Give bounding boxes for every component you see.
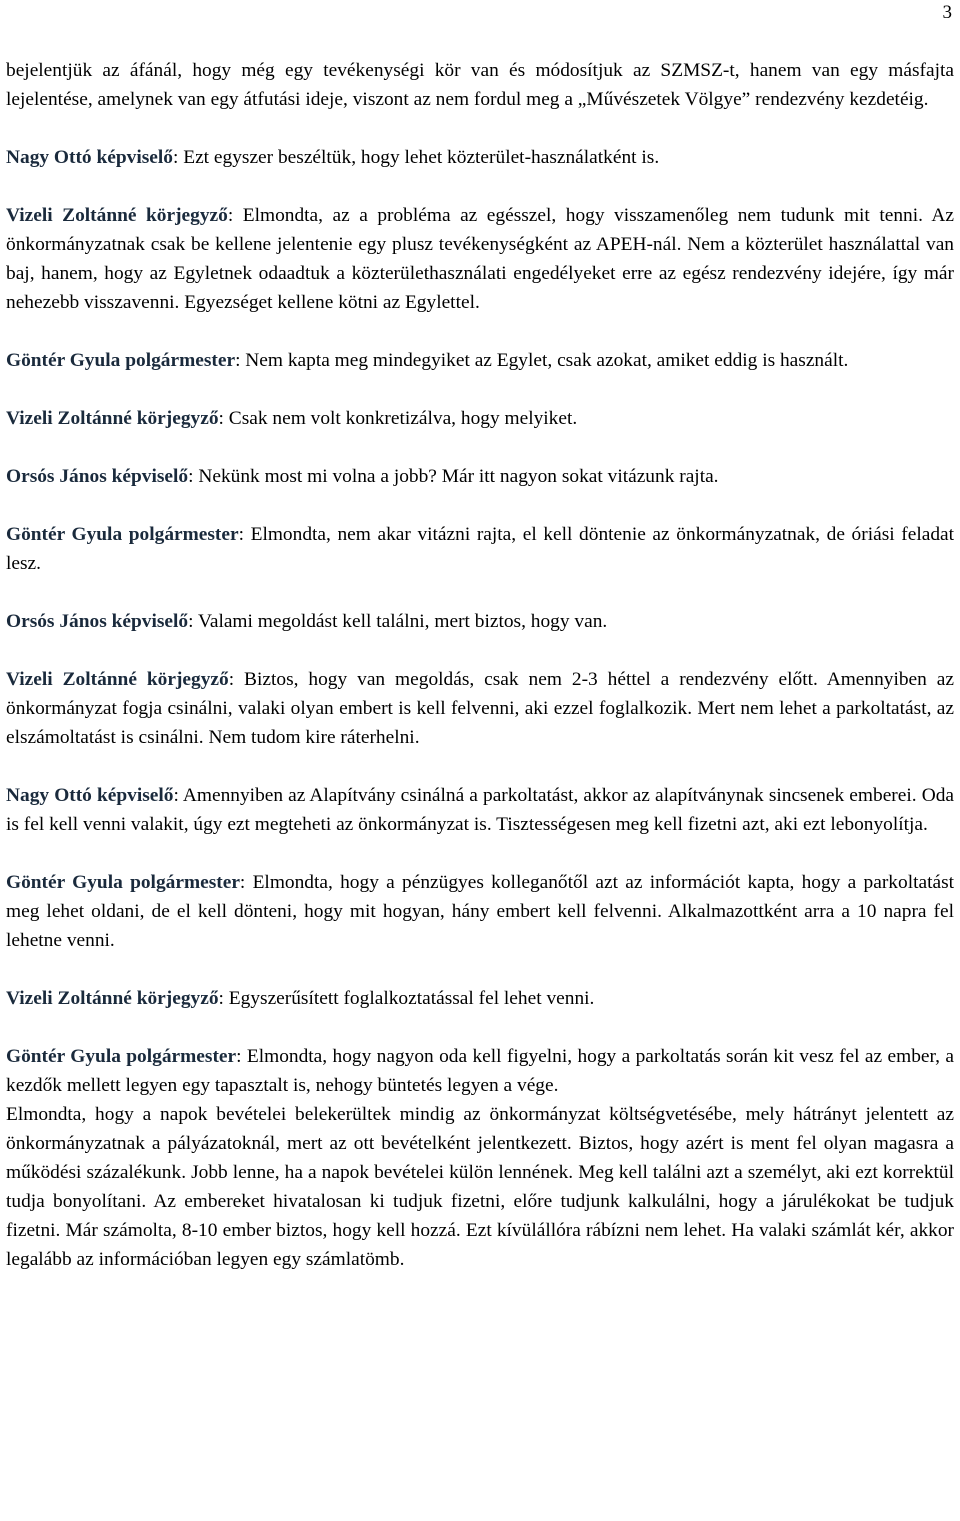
paragraph-3 [6, 201, 954, 317]
speaker-name: Göntér Gyula polgármester [6, 1046, 237, 1067]
paragraph-2 [6, 143, 954, 172]
paragraph-1 [6, 56, 954, 114]
speaker-name: Göntér Gyula polgármester [6, 524, 239, 545]
paragraph-9 [6, 665, 954, 752]
speaker-name: Nagy Ottó képviselő [6, 785, 174, 806]
speaker-name: Orsós János képviselő [6, 466, 189, 487]
paragraph-text: : Nekünk most mi volna a jobb? Már itt nagyon sokat vitázunk rajta. [188, 466, 719, 487]
speaker-name: Vizeli Zoltánné körjegyző [6, 205, 228, 226]
paragraph-8 [6, 607, 954, 636]
paragraph-13 [6, 1042, 954, 1100]
speaker-name: Göntér Gyula polgármester [6, 350, 236, 371]
paragraph-5 [6, 404, 954, 433]
paragraph-text: : Ezt egyszer beszéltük, hogy lehet közterület-használatként is. [172, 147, 660, 168]
paragraph-text: : Biztos, hogy van megoldás, csak nem 2-3 héttel a rendezvény előtt. Amennyiben az önkormányzat fogja csinálni, valaki olyan embert is kell felvenni, aki ezzel foglalkozik. Mert nem lehet a parkoltatást, az elszámoltatást is csinálni. Nem tudom kire ráterhelni. [6, 669, 955, 748]
paragraph-text: : Valami megoldást kell találni, mert biztos, hogy van. [188, 611, 608, 632]
speaker-name: Vizeli Zoltánné körjegyző [6, 408, 219, 429]
speaker-name: Nagy Ottó képviselő [6, 147, 173, 168]
paragraph-text: : Amennyiben az Alapítvány csinálná a parkoltatást, akkor az alapítványnak sincsenek emberei. Oda is fel kell venni valakit, úgy ezt megteheti az önkormányzat is. Tisztességesen meg kell fizetni azt, aki ezt lebonyolítja. [6, 785, 954, 835]
paragraph-12 [6, 984, 954, 1013]
document-body [6, 56, 954, 1274]
paragraph-text: : Elmondta, hogy nagyon oda kell figyelni, hogy a parkoltatás során kit vesz fel az ember, a kezdők mellett legyen egy tapasztalt is, nehogy büntetés legyen a vége. [6, 1046, 955, 1096]
paragraph-6 [6, 462, 954, 491]
paragraph-text: : Elmondta, hogy a pénzügyes kolleganőtől azt az információt kapta, hogy a parkoltatást meg lehet oldani, de el kell dönteni, hogy mit hogyan, hány embert kell felvenni. Alkalmazottként arra a 10 napra fel lehetne venni. [6, 872, 954, 951]
paragraph-text: : Egyszerűsített foglalkoztatással fel lehet venni. [218, 988, 595, 1009]
page-number: 3 [942, 2, 952, 23]
paragraph-text: bejelentjük az áfánál, hogy még egy tevékenységi kör van és módosítjuk az SZMSZ-t, hanem van egy másfajta lejelentése, amelynek van egy átfutási ideje, viszont az nem fordul meg a „Művészetek Völgye” rendezvény kezdetéig. [6, 60, 954, 110]
paragraph-7 [6, 520, 954, 578]
paragraph-10 [6, 781, 954, 839]
speaker-name: Orsós János képviselő [6, 611, 189, 632]
paragraph-text: Elmondta, hogy a napok bevételei belekerültek mindig az önkormányzat költségvetésébe, mely hátrányt jelentett az önkormányzatnak a pályázatoknál, mert az ott bevételként jelentkezett. Biztos, hogy azért is ment fel olyan magasra a működési százalékunk. Jobb lenne, ha a napok bevételei külön lennének. Meg kell találni azt a személyt, aki ezt korrektül tudja bonyolítani. Az embereket hivatalosan ki tudjuk fizetni, előre tudjunk kalkulálni, hogy a járulékokat be tudjuk fizetni. Már számolta, 8-10 ember biztos, hogy kell hozzá. Ezt kívülállóra rábízni nem lehet. Ha valaki számlát kér, akkor legalább az információban legyen egy számlatömb. [6, 1104, 954, 1270]
paragraph-text: : Elmondta, nem akar vitázni rajta, el kell döntenie az önkormányzatnak, de óriási feladat lesz. [6, 524, 955, 574]
speaker-name: Vizeli Zoltánné körjegyző [6, 669, 229, 690]
paragraph-11 [6, 868, 954, 955]
paragraph-text: : Csak nem volt konkretizálva, hogy melyiket. [218, 408, 578, 429]
paragraph-text: : Nem kapta meg mindegyiket az Egylet, csak azokat, amiket eddig is használt. [235, 350, 849, 371]
paragraph-14 [6, 1100, 954, 1274]
speaker-name: Göntér Gyula polgármester [6, 872, 240, 893]
paragraph-text: : Elmondta, az a probléma az egésszel, hogy visszamenőleg nem tudunk mit tenni. Az önkormányzatnak csak be kellene jelentenie egy plusz tevékenységként az APEH-nál. Nem a közterület használattal van baj, hanem, hogy az Egyletnek odaadtuk a közterülethasználati engedélyeket erre az egész rendezvény idejére, így már nehezebb visszavenni. Egyezséget kellene kötni az Egylettel. [6, 205, 954, 313]
speaker-name: Vizeli Zoltánné körjegyző [6, 988, 219, 1009]
paragraph-4 [6, 346, 954, 375]
